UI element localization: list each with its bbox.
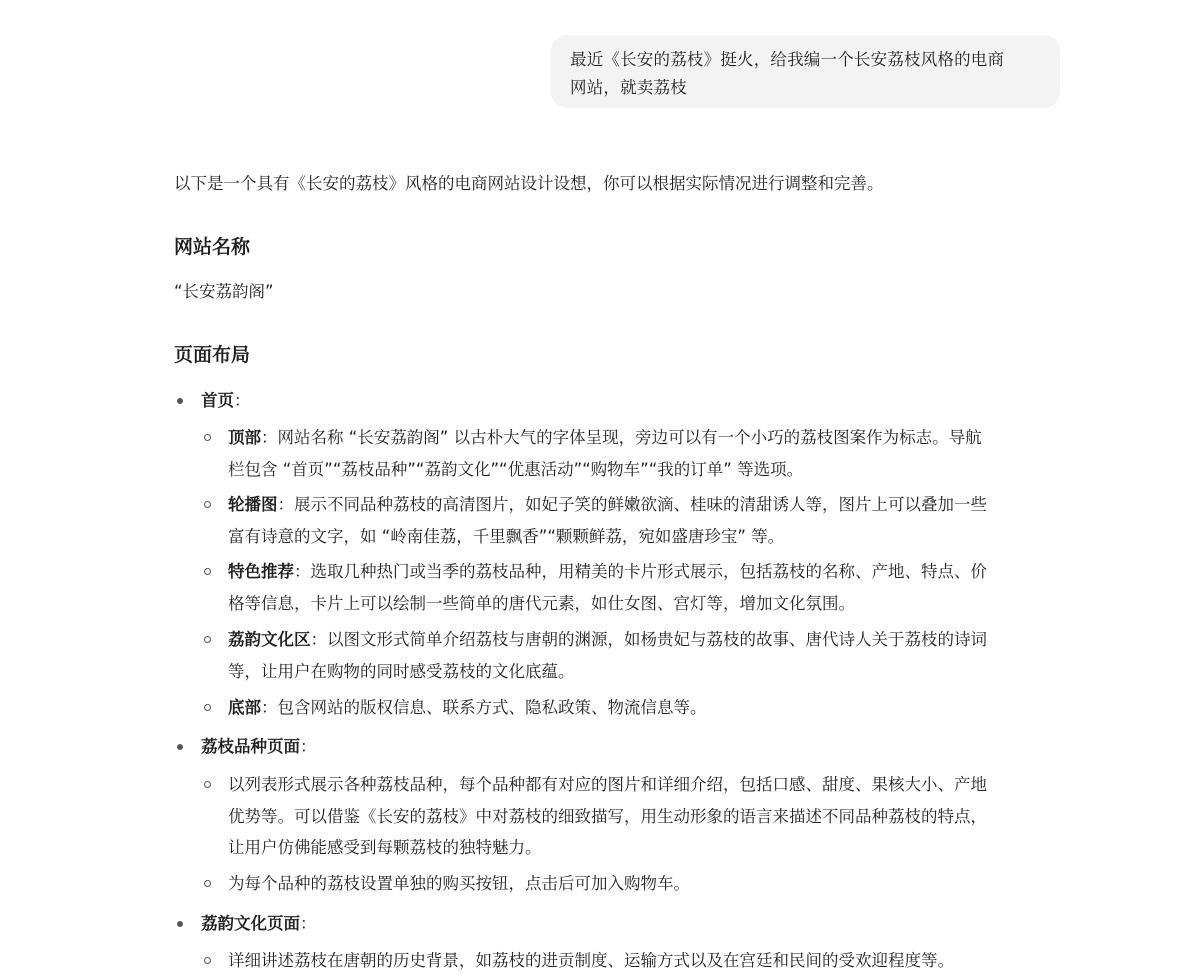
sub-bullet-circle [204,781,211,788]
sub-item-text: 让用户仿佛能感受到每颗荔枝的独特魅力。 [228,838,542,857]
sub-item-featured: 特色推荐：选取几种热门或当季的荔枝品种，用精美的卡片形式展示，包括荔枝的名称、产地、特点、价 格等信息，卡片上可以绘制一些简单的唐代元素，如仕女图、宫灯等，增加文化氛围。 [228,556,1064,619]
user-message-line: 网站，就卖荔枝 [570,78,687,97]
section-title: 荔韵文化页面 [201,914,300,933]
sub-item-variety-list [228,769,1064,864]
bullet-dot [177,744,183,750]
sub-bullet-circle [204,501,211,508]
sub-bullet-circle [204,704,211,711]
sub-item-text: 展示不同品种荔枝的高清图片，如妃子笑的鲜嫩欲滴、桂味的清甜诱人等，图片上可以叠加一些 [294,495,987,514]
sub-item-text: 为每个品种的荔枝设置单独的购买按钮，点击后可加入购物车。 [228,874,690,893]
sub-item-footer: 底部：包含网站的版权信息、联系方式、隐私政策、物流信息等。 [228,692,1064,724]
sub-item-label: 底部 [228,698,261,717]
sub-item-text: 以列表形式展示各种荔枝品种，每个品种都有对应的图片和详细介绍，包括口感、甜度、果核大小、产地 [228,775,987,794]
site-name-heading: 网站名称 [174,236,251,258]
sub-item-text: 以图文形式简单介绍荔枝与唐朝的渊源，如杨贵妃与荔枝的故事、唐代诗人关于荔枝的诗词 [327,630,987,649]
sub-bullet-circle [204,636,211,643]
bullet-dot [177,921,183,927]
sub-item-label: 轮播图 [228,495,278,514]
sub-item-label: 荔韵文化区 [228,630,311,649]
page-layout-heading: 页面布局 [174,344,251,366]
sub-item-label: 特色推荐 [228,562,294,581]
answer-intro: 以下是一个具有《长安的荔枝》风格的电商网站设计设想，你可以根据实际情况进行调整和完善。 [174,174,884,193]
sub-bullet-circle [204,957,211,964]
sub-item-text: 格等信息，卡片上可以绘制一些简单的唐代元素，如仕女图、宫灯等，增加文化氛围。 [228,593,855,613]
sub-item-text: 选取几种热门或当季的荔枝品种，用精美的卡片形式展示，包括荔枝的名称、产地、特点、价 [310,562,987,581]
section-title: 荔枝品种页面 [201,737,300,756]
sub-item-top: 顶部：网站名称 “长安荔韵阁” 以古朴大气的字体呈现，旁边可以有一个小巧的荔枝图案作为标志。导航 栏包含 “首页”“荔枝品种”“荔韵文化”“优惠活动”“购物车”“我的订单” 等选项。 [228,422,1064,485]
sub-item-text: 优势等。可以借鉴《长安的荔枝》中对荔枝的细致描写，用生动形象的语言来描述不同品种荔枝的特点， [228,806,987,826]
sub-item-text: 栏包含 “首页”“荔枝品种”“荔韵文化”“优惠活动”“购物车”“我的订单” 等选项。 [228,459,804,479]
sub-item-buy-button [228,868,1064,900]
user-message-line: 最近《长安的荔枝》挺火，给我编一个长安荔枝风格的电商 [570,50,1005,69]
sub-item-text: 富有诗意的文字，如 “岭南佳荔，千里飘香”“颗颗鲜荔，宛如盛唐珍宝” 等。 [228,526,785,546]
sub-item-text: 网站名称 “长安荔韵阁” 以古朴大气的字体呈现，旁边可以有一个小巧的荔枝图案作为标志。导航 [277,428,982,447]
sub-item-text: 等，让用户在购物的同时感受荔枝的文化底蕴。 [228,661,575,681]
sub-bullet-circle [204,434,211,441]
sub-item-carousel: 轮播图：展示不同品种荔枝的高清图片，如妃子笑的鲜嫩欲滴、桂味的清甜诱人等，图片上可以叠加一些 富有诗意的文字，如 “岭南佳荔，千里飘香”“颗颗鲜荔，宛如盛唐珍宝” 等。 [228,489,1064,552]
sub-item-history [228,945,1064,977]
sub-item-text: 包含网站的版权信息、联系方式、隐私政策、物流信息等。 [277,698,707,717]
sub-item-text: 详细讲述荔枝在唐朝的历史背景，如荔枝的进贡制度、运输方式以及在宫廷和民间的受欢迎程度等。 [228,951,954,970]
user-message-bubble [551,35,1060,108]
sub-item-culture-zone: 荔韵文化区：以图文形式简单介绍荔枝与唐朝的渊源，如杨贵妃与荔枝的故事、唐代诗人关于荔枝的诗词 等，让用户在购物的同时感受荔枝的文化底蕴。 [228,624,1064,687]
bullet-dot [177,398,183,404]
site-name-value: “长安荔韵阁” [174,282,274,301]
sub-bullet-circle [204,880,211,887]
sub-bullet-circle [204,568,211,575]
section-title: 首页 [201,391,234,410]
sub-item-label: 顶部 [228,428,261,447]
